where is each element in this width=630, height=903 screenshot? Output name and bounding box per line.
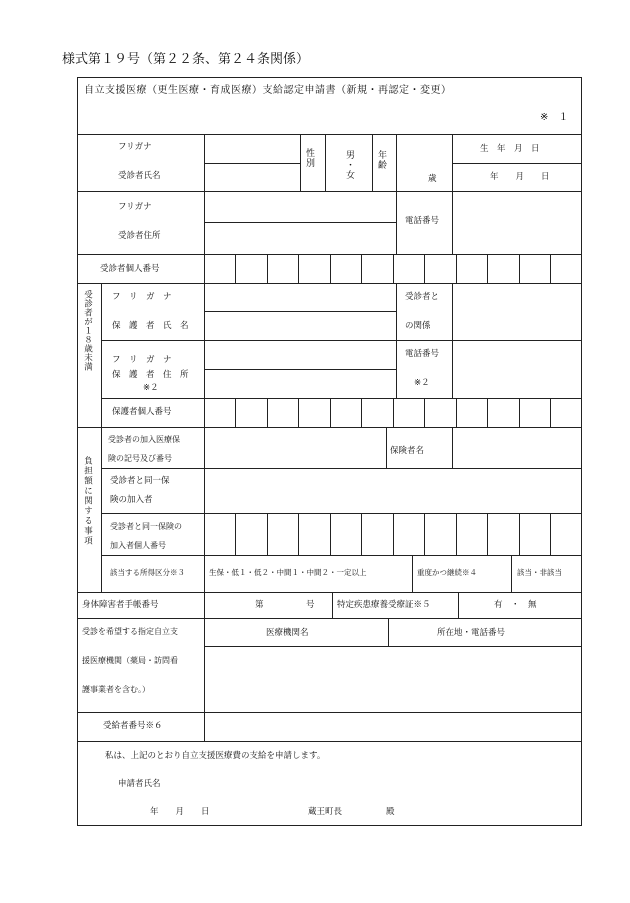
patient-furigana-field[interactable] xyxy=(205,135,300,163)
recipient-number-field[interactable] xyxy=(205,713,581,741)
guardian-address-field[interactable] xyxy=(205,370,396,398)
institution-name-header: 医療機関名 xyxy=(266,628,309,638)
patient-personal-number-label: 受診者個人番号 xyxy=(100,264,160,274)
honorific: 殿 xyxy=(386,807,395,817)
insurer-label: 保険者名 xyxy=(390,446,425,456)
age-unit: 歳 xyxy=(428,174,437,184)
phone-field[interactable] xyxy=(453,192,581,254)
same-number-label-1: 受診者と同一保険の xyxy=(110,522,182,531)
application-date[interactable]: 年 月 日 xyxy=(150,807,210,817)
guardian-address-furigana-label: フ リ ガ ナ xyxy=(112,355,172,365)
guardian-phone-label: 電話番号 xyxy=(405,349,440,359)
sex-label: 性別 xyxy=(304,148,314,168)
sex-options[interactable]: 男・女 xyxy=(344,150,354,180)
patient-name-label: 受診者氏名 xyxy=(118,171,161,181)
institution-field[interactable] xyxy=(205,647,581,712)
same-insurance-label-1: 受診者と同一保 xyxy=(110,476,170,486)
guardian-name-label: 保 護 者 氏 名 xyxy=(112,321,189,331)
institution-address-header: 所在地・電話番号 xyxy=(437,628,506,638)
institution-label-3: 護事業者を含む。） xyxy=(82,685,150,694)
guardian-furigana-label: フ リ ガ ナ xyxy=(112,292,172,302)
relation-field[interactable] xyxy=(453,284,581,340)
declaration-text: 私は、上記のとおり自立支援医療費の支給を申請します。 xyxy=(105,751,326,761)
guardian-personal-number-label: 保護者個人番号 xyxy=(112,407,172,417)
guardian-phone-field[interactable] xyxy=(453,341,581,398)
applicant-label: 申請者氏名 xyxy=(118,779,161,789)
address-field[interactable] xyxy=(205,223,396,254)
recipient-number-label: 受給者番号※６ xyxy=(103,721,163,731)
guardian-address-label: 保 護 者 住 所 xyxy=(112,370,189,380)
specific-disease-cert-label: 特定疾患療養受療証※５ xyxy=(337,600,431,610)
guardian-furigana-field[interactable] xyxy=(205,284,396,311)
insurer-field[interactable] xyxy=(453,428,581,468)
relation-label-2: の関係 xyxy=(405,321,431,331)
severe-label: 重度かつ継続※４ xyxy=(417,568,477,577)
same-insurance-label-2: 険の加入者 xyxy=(110,495,153,505)
guardian-phone-note: ※２ xyxy=(414,378,430,388)
birth-date-field[interactable]: 年 月 日 xyxy=(490,172,550,182)
disability-label: 身体障害者手帳番号 xyxy=(82,600,159,610)
patient-name-field[interactable] xyxy=(205,164,300,191)
phone-label: 電話番号 xyxy=(405,216,440,226)
age-label: 年齢 xyxy=(376,150,386,170)
form-number: 様式第１９号（第２２条、第２４条関係） xyxy=(62,52,310,67)
disability-number-field[interactable]: 第 号 xyxy=(255,600,315,610)
income-class-options[interactable]: 生保・低１・低２・中間１・中間２・一定以上 xyxy=(209,568,367,577)
burden-side-label: 負担額に関する事項 xyxy=(82,456,93,546)
note-1: ※ １ xyxy=(540,112,569,123)
guardian-side-label: 受診者が１８歳未満 xyxy=(82,290,93,371)
birth-label: 生 年 月 日 xyxy=(480,144,540,154)
patient-furigana-label: フリガナ xyxy=(118,142,152,152)
same-number-label-2: 加入者個人番号 xyxy=(110,541,166,550)
income-class-label: 該当する所得区分※３ xyxy=(110,568,185,577)
guardian-address-note: ※２ xyxy=(143,383,159,393)
relation-label-1: 受診者と xyxy=(405,292,440,302)
severe-options[interactable]: 該当・非該当 xyxy=(517,568,562,577)
applicant-name-field[interactable] xyxy=(180,774,430,794)
guardian-address-furigana-field[interactable] xyxy=(205,341,396,369)
addressee: 蔵王町長 xyxy=(308,807,343,817)
patient-personal-number-field[interactable] xyxy=(205,255,581,283)
address-furigana-field[interactable] xyxy=(205,192,396,222)
insurance-label-1: 受診者の加入医療保 xyxy=(108,435,180,444)
form-title: 自立支援医療（更生医療・育成医療）支給認定申請書（新規・再認定・変更） xyxy=(84,85,452,96)
address-furigana-label: フリガナ xyxy=(118,202,152,212)
insurance-number-field[interactable] xyxy=(205,428,386,468)
specific-disease-cert-options[interactable]: 有 ・ 無 xyxy=(494,600,537,610)
address-label: 受診者住所 xyxy=(118,231,161,241)
guardian-name-field[interactable] xyxy=(205,312,396,340)
same-number-field[interactable] xyxy=(205,514,581,555)
guardian-personal-number-field[interactable] xyxy=(205,399,581,427)
same-insurance-field[interactable] xyxy=(205,469,581,513)
institution-label-1: 受診を希望する指定自立支 xyxy=(82,627,178,636)
insurance-label-2: 険の記号及び番号 xyxy=(108,454,172,463)
institution-label-2: 援医療機関（薬局・訪問看 xyxy=(82,656,178,665)
